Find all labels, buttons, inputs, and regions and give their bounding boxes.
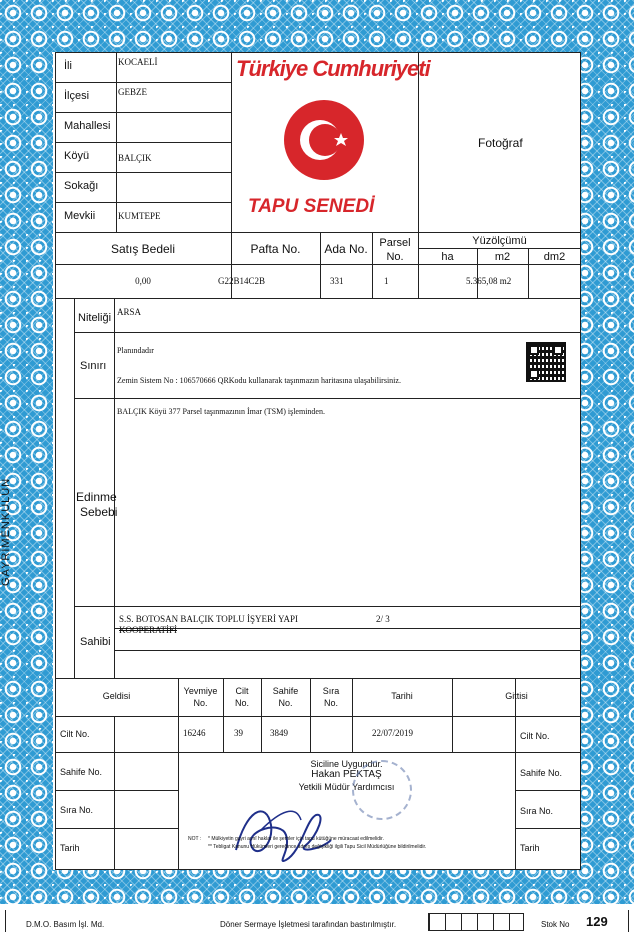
country-title: Türkiye Cumhuriyeti <box>236 56 430 81</box>
area-value: 5.365,08 m2 <box>466 276 512 286</box>
siniri-label: Sınırı <box>80 360 107 372</box>
koy-value: BALÇIK <box>118 153 152 163</box>
right-sira-label: Sıra No. <box>520 806 554 816</box>
parsel-label: Parsel No. <box>379 237 411 263</box>
left-tarih-label: Tarih <box>60 843 80 853</box>
il-value: KOCAELİ <box>118 57 158 67</box>
signature-icon <box>226 790 336 875</box>
flag-emblem-icon <box>284 100 364 180</box>
stok-value: 129 <box>586 914 608 929</box>
right-tarih-label: Tarih <box>520 843 540 853</box>
niteligi-label: Niteliği <box>78 312 112 324</box>
mevki-value: KUMTEPE <box>118 211 161 221</box>
siniri-line2: Zemin Sistem No : 106570666 QRKodu kullanarak taşınmazın haritasına ulaşabilirsiniz. <box>117 376 401 385</box>
stok-boxes <box>428 913 524 931</box>
footer-center: Döner Sermaye İşletmesi tarafından bastırılmıştır. <box>220 920 397 929</box>
sira-label-1: Sıra <box>322 686 340 696</box>
pafta-label: Pafta No. <box>250 242 301 256</box>
note-label: NOT : <box>188 836 202 842</box>
gayrimenkulun-label: GAYRİMENKULÜN <box>0 477 12 586</box>
left-sahife-label: Sahife No. <box>60 767 103 777</box>
pafta-value: G22B14C2B <box>218 276 266 286</box>
photo-label: Fotoğraf <box>478 136 523 150</box>
crescent-star-icon <box>284 100 364 180</box>
ilce-label: İlçesi <box>64 90 90 102</box>
ada-value: 331 <box>330 276 344 286</box>
geldisi-label: Geldisi <box>102 691 131 701</box>
sahife-value: 3849 <box>270 728 288 738</box>
m2-label: m2 <box>494 251 511 263</box>
edinme-label-1: Edinme <box>76 490 117 504</box>
right-cilt-label: Cilt No. <box>520 731 550 741</box>
sahibi-label: Sahibi <box>80 636 111 648</box>
official-seal-icon <box>352 760 412 820</box>
mahalle-label: Mahallesi <box>64 120 111 132</box>
koy-label: Köyü <box>64 150 90 162</box>
yuzolcumu-label: Yüzölçümü <box>472 235 527 247</box>
left-cilt-label: Cilt No. <box>60 729 90 739</box>
gittisi-label: Gittisi <box>505 691 528 701</box>
yevmiye-label-2: No. <box>193 698 208 708</box>
footer-left: D.M.O. Basım İşl. Md. <box>26 920 105 929</box>
sokak-label: Sokağı <box>64 180 99 192</box>
sira-label-2: No. <box>323 698 338 708</box>
edinme-value: BALÇIK Köyü 377 Parsel taşınmazının İmar (TSM) işleminden. <box>117 407 325 416</box>
dm2-label: dm2 <box>543 251 566 263</box>
il-label: İli <box>64 60 72 72</box>
sign-line2: Hakan PEKTAŞ <box>311 769 382 780</box>
edinme-label-2: Sebebi <box>80 505 118 519</box>
sign-line3: Yetkili Müdür Yardımcısı <box>298 782 395 792</box>
satis-label: Satış Bedeli <box>110 242 176 256</box>
ada-label: Ada No. <box>324 242 368 256</box>
right-sahife-label: Sahife No. <box>520 768 563 778</box>
tarihi-label: Tarihi <box>391 691 413 701</box>
note-line2: ** Tebligat Kanunu Hükümleri gereğince adres değişikliği ilgili Tapu Sicil Müdürlüğüne bildirilmelidir. <box>208 844 427 850</box>
qr-code-icon[interactable] <box>526 342 566 382</box>
sign-line1: Siciline Uygundur. <box>310 759 383 769</box>
document-title: TAPU SENEDİ <box>248 196 375 217</box>
ilce-value: GEBZE <box>118 87 147 97</box>
siniri-line1: Planındadır <box>117 346 154 355</box>
niteligi-value: ARSA <box>117 307 142 317</box>
sahibi-share: 2/ 3 <box>376 614 390 624</box>
left-sira-label: Sıra No. <box>60 805 94 815</box>
mevki-label: Mevkii <box>64 210 96 222</box>
cilt-label-2: No. <box>234 698 249 708</box>
cilt-label-1: Cilt <box>235 686 249 696</box>
sahife-label-1: Sahife <box>272 686 299 696</box>
stok-label: Stok No <box>541 920 570 929</box>
yevmiye-label-1: Yevmiye <box>183 686 218 696</box>
tarih-value: 22/07/2019 <box>372 728 414 738</box>
yevmiye-value: 16246 <box>183 728 206 738</box>
note-line1: * Mülkiyetin gayri aynî haklar ile şerhler için tapu kütüğüne müracaat edilmelidir. <box>208 836 384 842</box>
sahibi-line1: S.S. BOTOSAN BALÇIK TOPLU İŞYERİ YAPI <box>119 614 298 624</box>
sahibi-line2: KOOPERATİFİ <box>119 625 178 635</box>
sahife-label-2: No. <box>278 698 293 708</box>
parsel-value: 1 <box>384 276 389 286</box>
cilt-value: 39 <box>234 728 243 738</box>
ha-label: ha <box>441 251 454 263</box>
satis-value: 0,00 <box>135 276 151 286</box>
